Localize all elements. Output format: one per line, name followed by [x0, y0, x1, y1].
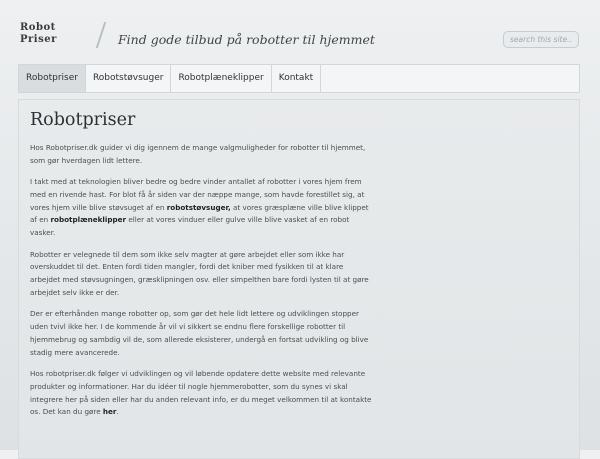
logo-line-1: Robot — [20, 22, 56, 33]
site-header — [0, 0, 600, 64]
main-content — [30, 110, 374, 428]
site-logo[interactable] — [20, 23, 57, 45]
logo-divider — [96, 22, 106, 48]
robotplaeneklipper-link[interactable]: robotplæneklipper — [50, 215, 127, 225]
nav-item-robotstovsuger[interactable]: Robotstøvsuger — [86, 65, 172, 92]
contact-link[interactable]: her — [102, 407, 117, 417]
paragraph-text: eller at vores vinduer eller gulve ville blive vasket af en robot vasker. — [30, 215, 350, 238]
intro-paragraph: Hos Robotpriser.dk guider vi dig igennem de mange valgmuligheder for robotter til hjemmet, som gør hverdagen lidt lettere. — [30, 143, 366, 165]
nav-item-robotpriser[interactable]: Robotpriser — [19, 65, 86, 92]
paragraph-text: . — [116, 407, 119, 417]
search-input[interactable] — [503, 31, 579, 48]
suitability-paragraph: Robotter er velegnede til dem som ikke selv magter at gøre arbejdet eller som ikke har overskuddet til det. Enten fordi tiden mangler, fordi det kniber med fysikken til at klare arbejdet med støvsugningen, græsklipningen osv. eller simpelthen bare fordi lysten til at gøre arbejdet selv ikke er der. — [30, 249, 369, 297]
main-nav — [18, 64, 580, 93]
nav-item-robotplaeneklipper[interactable]: Robotplæneklipper — [171, 65, 271, 92]
technology-paragraph — [30, 176, 374, 240]
paragraph-text: Hos robotpriser.dk følger vi udviklingen og vil løbende opdatere dette website med relevante produkter og informationer. Har du idéer til nogle hjemmerobotter, som du synes vi skal integrere her på siden eller har du anden relevant info, er du meget velkommen til at kontakte os. Det kan du gøre — [30, 368, 372, 417]
logo-line-2: Priser — [20, 34, 57, 45]
development-paragraph: Der er efterhånden mange robotter op, som gør det hele lidt lettere og udviklingen stopper uden tvivl ikke her. I de kommende år vil vi sikkert se endnu flere forskellige robotter til hjemmebrug og sambdig vil de, som allerede eksisterer, undergå en fortsat udvikling og blive stadig mere avancerede. — [30, 309, 369, 357]
paragraph-text: at vores græsplæne ville blive klippet af en — [30, 202, 369, 225]
page-title: Robotpriser — [30, 110, 136, 130]
contact-paragraph — [30, 368, 374, 419]
robotstovsuger-link[interactable]: robotstøvsuger, — [166, 202, 231, 212]
paragraph-text: I takt med at teknologien bliver bedre og bedre vinder antallet af robotter i vores hjem frem med en rivende hast. For blot få år siden var der næppe mange, som havde forestillet sig, at vores hjem ville blive støvsuget af en — [30, 177, 365, 212]
nav-item-kontakt[interactable]: Kontakt — [272, 65, 321, 92]
site-tagline: Find gode tilbud på robotter til hjemmet — [118, 32, 375, 47]
